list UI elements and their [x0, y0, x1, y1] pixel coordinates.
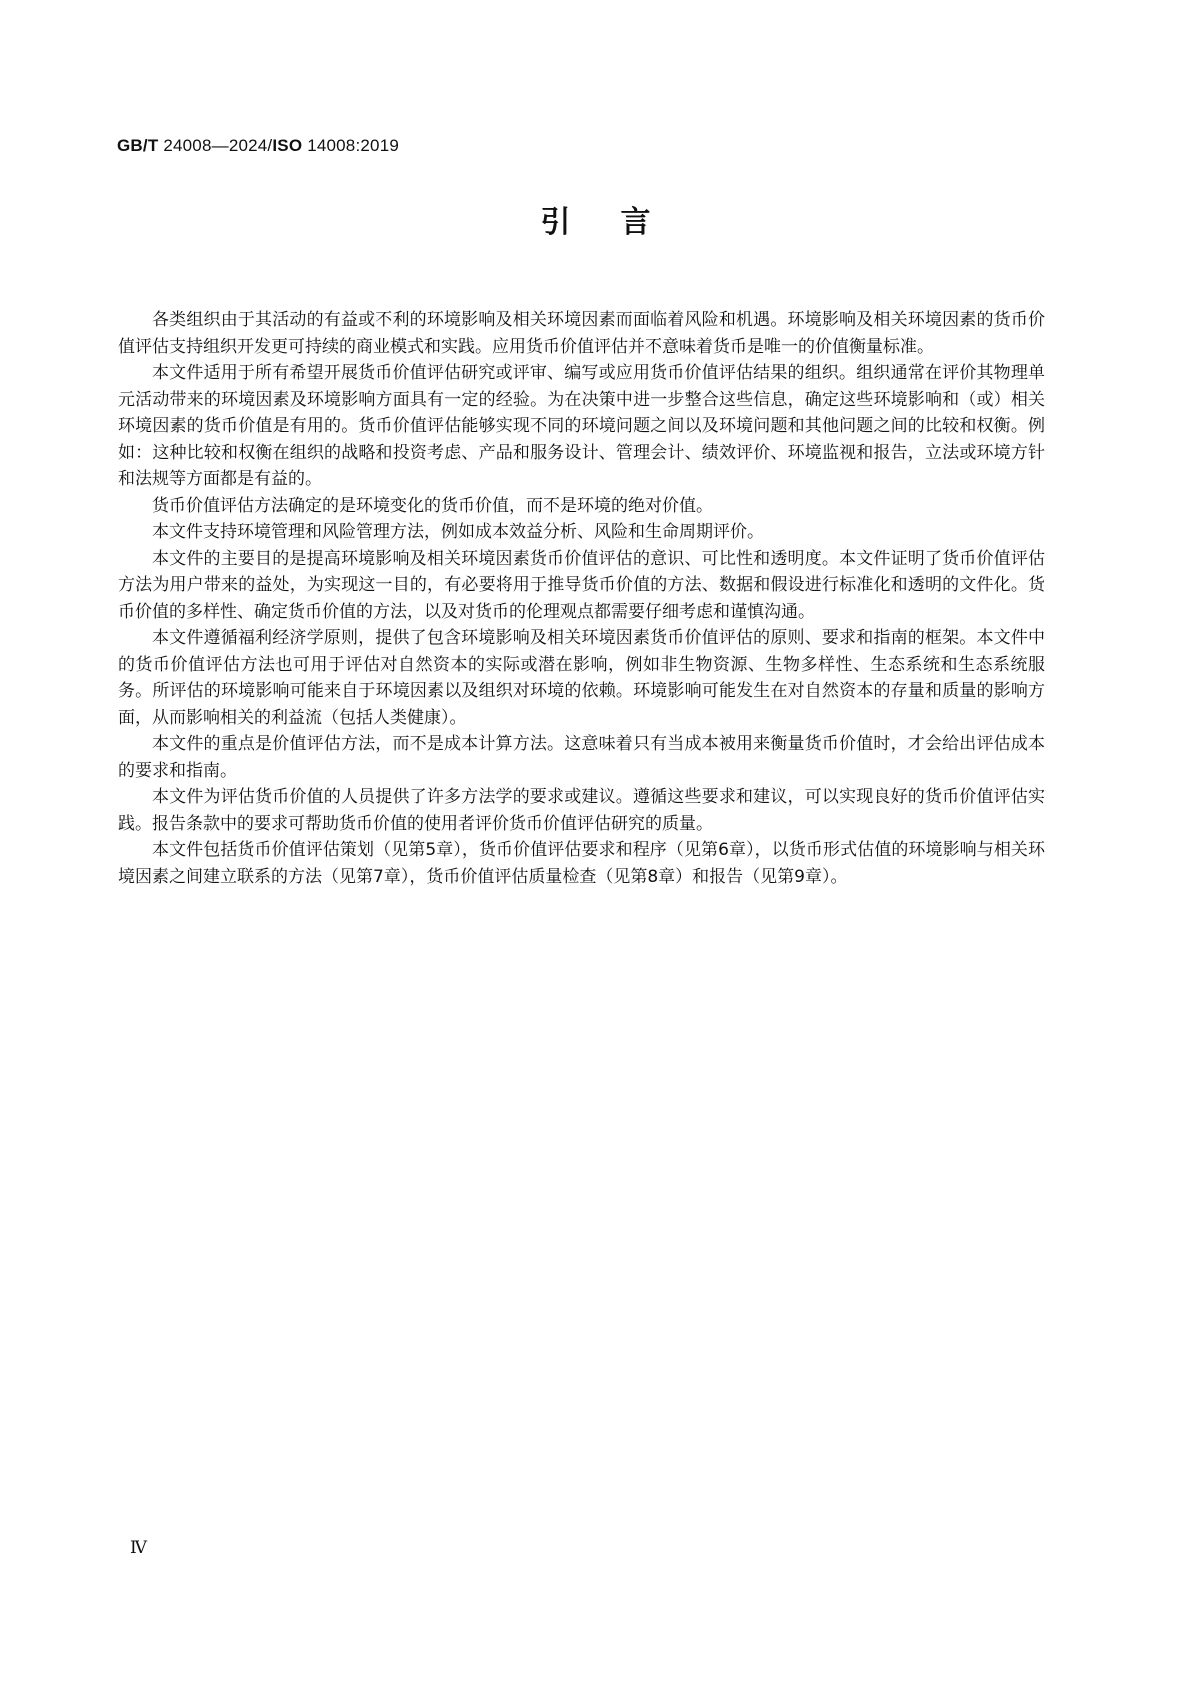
introduction-body — [118, 307, 1045, 890]
paragraph: 本文件的主要目的是提高环境影响及相关环境因素货币价值评估的意识、可比性和透明度。本文件证明了货币价值评估方法为用户带来的益处，为实现这一目的，有必要将用于推导货币价值的方法、数据和假设进行标准化和透明的文件化。货币价值的多样性、确定货币价值的方法，以及对货币的伦理观点都需要仔细考虑和谨慎沟通。 — [118, 548, 1045, 622]
page-title: 引言 — [540, 205, 701, 240]
paragraph: 本文件为评估货币价值的人员提供了许多方法学的要求或建议。遵循这些要求和建议，可以实现良好的货币价值评估实践。报告条款中的要求可帮助货币价值的使用者评价货币价值评估研究的质量。 — [118, 787, 1045, 834]
standard-number: 24008—2024/ — [158, 136, 273, 155]
iso-number: 14008:2019 — [302, 136, 400, 155]
paragraph: 本文件支持环境管理和风险管理方法，例如成本效益分析、风险和生命周期评价。 — [152, 522, 764, 542]
paragraph: 本文件的重点是价值评估方法，而不是成本计算方法。这意味着只有当成本被用来衡量货币价值时，才会给出评估成本的要求和指南。 — [118, 734, 1045, 781]
paragraph: 货币价值评估方法确定的是环境变化的货币价值，而不是环境的绝对价值。 — [152, 495, 713, 516]
paragraph: 本文件遵循福利经济学原则，提供了包含环境影响及相关环境因素货币价值评估的原则、要求和指南的框架。本文件中的货币价值评估方法也可用于评估对自然资本的实际或潜在影响，例如非生物资源、生物多样性、生态系统和生态系统服务。所评估的环境影响可能来自于环境因素以及组织对环境的依赖。环境影响可能发生在对自然资本的存量和质量的影响方面，从而影响相关的利益流（包括人类健康）。 — [118, 628, 1045, 728]
paragraph: 本文件适用于所有希望开展货币价值评估研究或评审、编写或应用货币价值评估结果的组织。组织通常在评价其物理单元活动带来的环境因素及环境影响方面具有一定的经验。为在决策中进一步整合这些信息，确定这些环境影响和（或）相关环境因素的货币价值是有用的。货币价值评估能够实现不同的环境问题之间以及环境问题和其他问题之间的比较和权衡。例如：这种比较和权衡在组织的战略和投资考虑、产品和服务设计、管理会计、绩效评价、环境监视和报告，立法或环境方针和法规等方面都是有益的。 — [118, 363, 1045, 489]
page-number: Ⅳ — [130, 1538, 147, 1557]
paragraph: 各类组织由于其活动的有益或不利的环境影响及相关环境因素而面临着风险和机遇。环境影响及相关环境因素的货币价值评估支持组织开发更可持续的商业模式和实践。应用货币价值评估并不意味着货币是唯一的价值衡量标准。 — [118, 310, 1045, 357]
standard-prefix: GB/T — [117, 136, 159, 155]
iso-prefix: ISO — [272, 136, 303, 155]
paragraph: 本文件包括货币价值评估策划（见第5章），货币价值评估要求和程序（见第6章），以货币形式估值的环境影响与相关环境因素之间建立联系的方法（见第7章），货币价值评估质量检查（见第8章）和报告（见第9章）。 — [118, 840, 1045, 887]
standard-code-header — [117, 136, 399, 156]
